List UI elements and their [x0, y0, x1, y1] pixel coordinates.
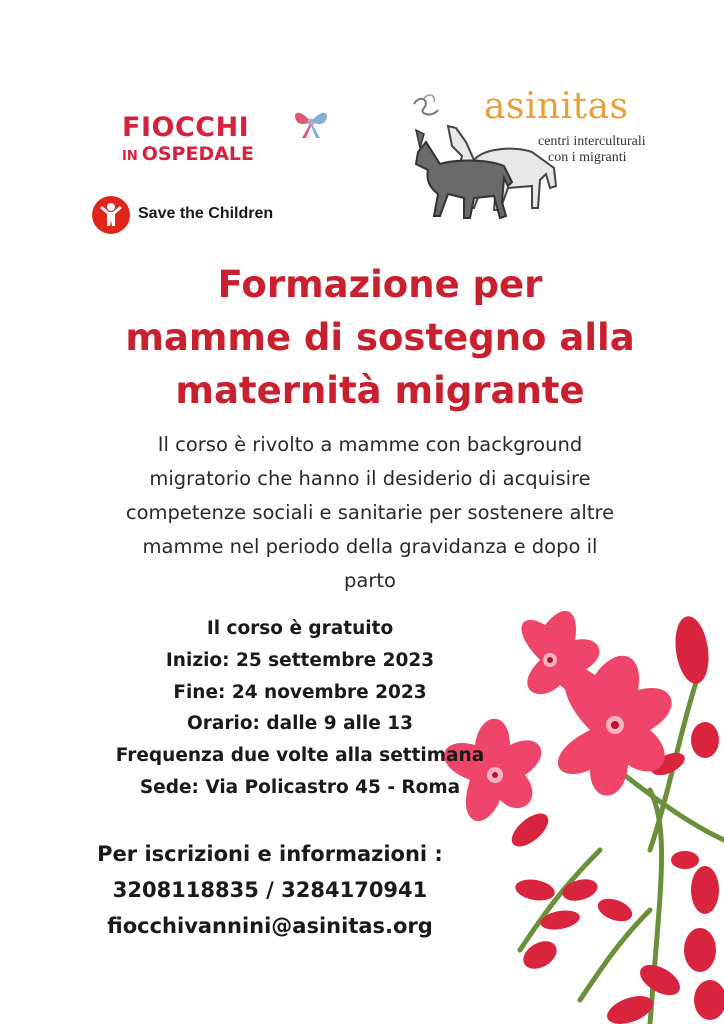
detail-start: Inizio: 25 settembre 2023 — [165, 649, 435, 671]
asinitas-logo — [404, 82, 664, 227]
detail-frequency: Frequenza due volte alla settimana — [115, 745, 485, 767]
fiocchi-logo-subtext: IN OSPEDALE — [122, 143, 255, 165]
contact-heading: Per iscrizioni e informazioni : — [97, 842, 443, 866]
course-description: Il corso è rivolto a mamme con background migratorio che hanno il desiderio di acquisire competenze sociali e sanitarie per sostenere altre mamme nel periodo della gravidanza e dopo il parto — [125, 433, 615, 592]
child-figure-icon — [92, 196, 130, 234]
contact-info — [60, 836, 480, 944]
contact-email[interactable]: fiocchivannini@asinitas.org — [107, 914, 433, 938]
save-the-children-logo — [92, 194, 312, 238]
title-line-3: maternità migrante — [175, 369, 585, 412]
page-title — [40, 258, 720, 417]
title-line-1: Formazione per — [217, 263, 543, 306]
detail-end: Fine: 24 novembre 2023 — [173, 681, 427, 703]
course-details — [70, 613, 530, 804]
detail-location: Sede: Via Policastro 45 - Roma — [139, 776, 461, 798]
fiocchi-in-ospedale-logo — [118, 100, 338, 170]
title-line-2: mamme di sostegno alla — [125, 316, 635, 359]
contact-phones[interactable]: 3208118835 / 3284170941 — [112, 878, 428, 902]
detail-free: Il corso è gratuito — [206, 618, 394, 639]
detail-hours: Orario: dalle 9 alle 13 — [187, 713, 413, 735]
ribbon-bow-icon — [290, 104, 332, 140]
save-the-children-text: Save the Children — [138, 205, 274, 222]
fiocchi-logo-text: FIOCCHI — [122, 112, 250, 143]
asinitas-wordmark: asinitas — [484, 86, 629, 127]
asinitas-subtitle: centri interculturali con i migranti — [538, 134, 646, 165]
